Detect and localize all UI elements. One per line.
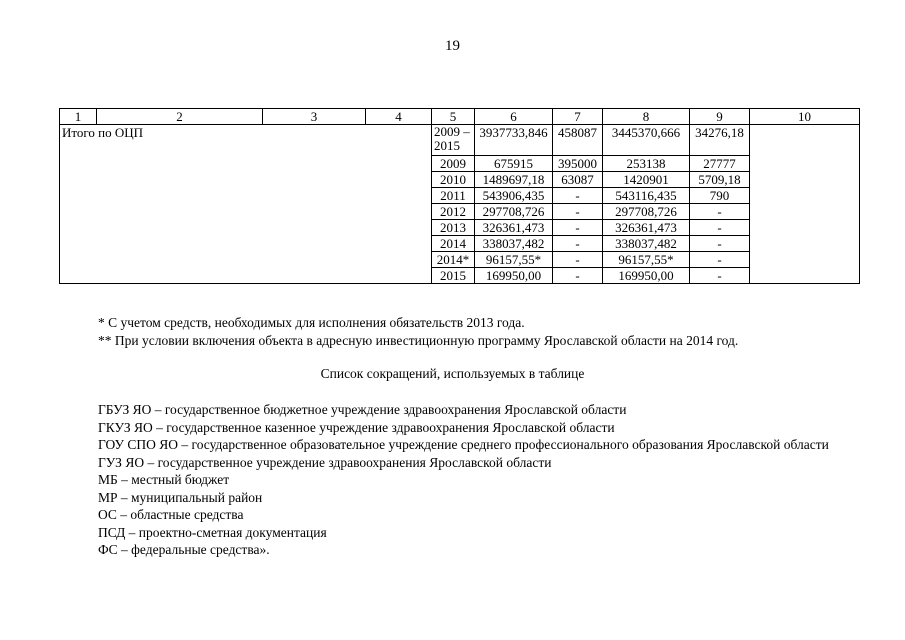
row-label: Итого по ОЦП — [60, 125, 432, 284]
value-cell-col9: 34276,18 — [690, 125, 750, 156]
footnote-2: ** При условии включения объекта в адресную инвестиционную программу Ярославской области на 2014 год. — [98, 333, 739, 348]
period-cell: 2009 – 2015 — [432, 125, 475, 156]
abbreviation-item: ОС – областные средства — [98, 507, 244, 522]
value-cell-col7: - — [553, 252, 603, 268]
value-cell-col7: - — [553, 268, 603, 284]
value-cell-col8: 326361,473 — [603, 220, 690, 236]
column-number: 8 — [603, 109, 690, 125]
abbreviation-item: ГОУ СПО ЯО – государственное образовательное учреждение среднего профессионального образования Ярославской области — [98, 437, 829, 452]
value-cell-col8: 1420901 — [603, 172, 690, 188]
value-cell-col6: 675915 — [475, 156, 553, 172]
value-cell-col8: 96157,55* — [603, 252, 690, 268]
value-cell-col8: 169950,00 — [603, 268, 690, 284]
year-cell: 2010 — [432, 172, 475, 188]
page-number: 19 — [445, 38, 460, 54]
table-row-total — [60, 125, 860, 156]
abbreviation-item: ГУЗ ЯО – государственное учреждение здравоохранения Ярославской области — [98, 454, 552, 470]
value-cell-col6: 1489697,18 — [475, 172, 553, 188]
column-number: 4 — [366, 109, 432, 125]
value-cell-col7: - — [553, 220, 603, 236]
abbreviations-list — [62, 401, 852, 559]
value-cell-col8: 543116,435 — [603, 188, 690, 204]
value-cell-col6: 3937733,846 — [475, 125, 553, 156]
year-cell: 2013 — [432, 220, 475, 236]
value-cell-col8: 253138 — [603, 156, 690, 172]
value-cell-col6: 326361,473 — [475, 220, 553, 236]
column-number: 2 — [97, 109, 263, 125]
value-cell-col9: 790 — [690, 188, 750, 204]
value-cell-col6: 297708,726 — [475, 204, 553, 220]
year-cell: 2014 — [432, 236, 475, 252]
value-cell-col7: 458087 — [553, 125, 603, 156]
value-cell-col8: 3445370,666 — [603, 125, 690, 156]
empty-cell-col10 — [750, 125, 860, 284]
year-cell: 2015 — [432, 268, 475, 284]
footnote-1: * С учетом средств, необходимых для исполнения обязательств 2013 года. — [98, 315, 525, 330]
value-cell-col9: - — [690, 236, 750, 252]
value-cell-col9: 5709,18 — [690, 172, 750, 188]
footnotes — [98, 314, 738, 350]
budget-table — [59, 108, 860, 284]
abbreviation-item: МР – муниципальный район — [98, 489, 263, 505]
value-cell-col7: - — [553, 188, 603, 204]
abbreviation-item: ФС – федеральные средства». — [98, 542, 270, 557]
value-cell-col9: - — [690, 220, 750, 236]
abbreviation-item: МБ – местный бюджет — [98, 472, 230, 487]
value-cell-col6: 338037,482 — [475, 236, 553, 252]
year-cell: 2012 — [432, 204, 475, 220]
value-cell-col9: 27777 — [690, 156, 750, 172]
year-cell: 2014* — [432, 252, 475, 268]
value-cell-col6: 96157,55* — [475, 252, 553, 268]
value-cell-col9: - — [690, 268, 750, 284]
value-cell-col9: - — [690, 252, 750, 268]
year-cell: 2009 — [432, 156, 475, 172]
value-cell-col7: 63087 — [553, 172, 603, 188]
value-cell-col9: - — [690, 204, 750, 220]
abbreviation-item: ГБУЗ ЯО – государственное бюджетное учреждение здравоохранения Ярославской области — [98, 402, 627, 417]
column-number: 7 — [553, 109, 603, 125]
value-cell-col6: 543906,435 — [475, 188, 553, 204]
column-number: 3 — [263, 109, 366, 125]
value-cell-col8: 338037,482 — [603, 236, 690, 252]
value-cell-col7: - — [553, 204, 603, 220]
table-body — [60, 109, 860, 284]
value-cell-col6: 169950,00 — [475, 268, 553, 284]
column-number: 10 — [750, 109, 860, 125]
column-number: 9 — [690, 109, 750, 125]
value-cell-col8: 297708,726 — [603, 204, 690, 220]
year-cell: 2011 — [432, 188, 475, 204]
value-cell-col7: 395000 — [553, 156, 603, 172]
abbreviation-item: ГКУЗ ЯО – государственное казенное учреждение здравоохранения Ярославской области — [98, 419, 615, 435]
column-number: 1 — [60, 109, 97, 125]
value-cell-col7: - — [553, 236, 603, 252]
column-number: 5 — [432, 109, 475, 125]
abbreviation-item: ПСД – проектно-сметная документация — [98, 524, 327, 540]
column-number: 6 — [475, 109, 553, 125]
abbreviations-title: Список сокращений, используемых в таблице — [320, 366, 585, 381]
column-number-row — [60, 109, 860, 125]
